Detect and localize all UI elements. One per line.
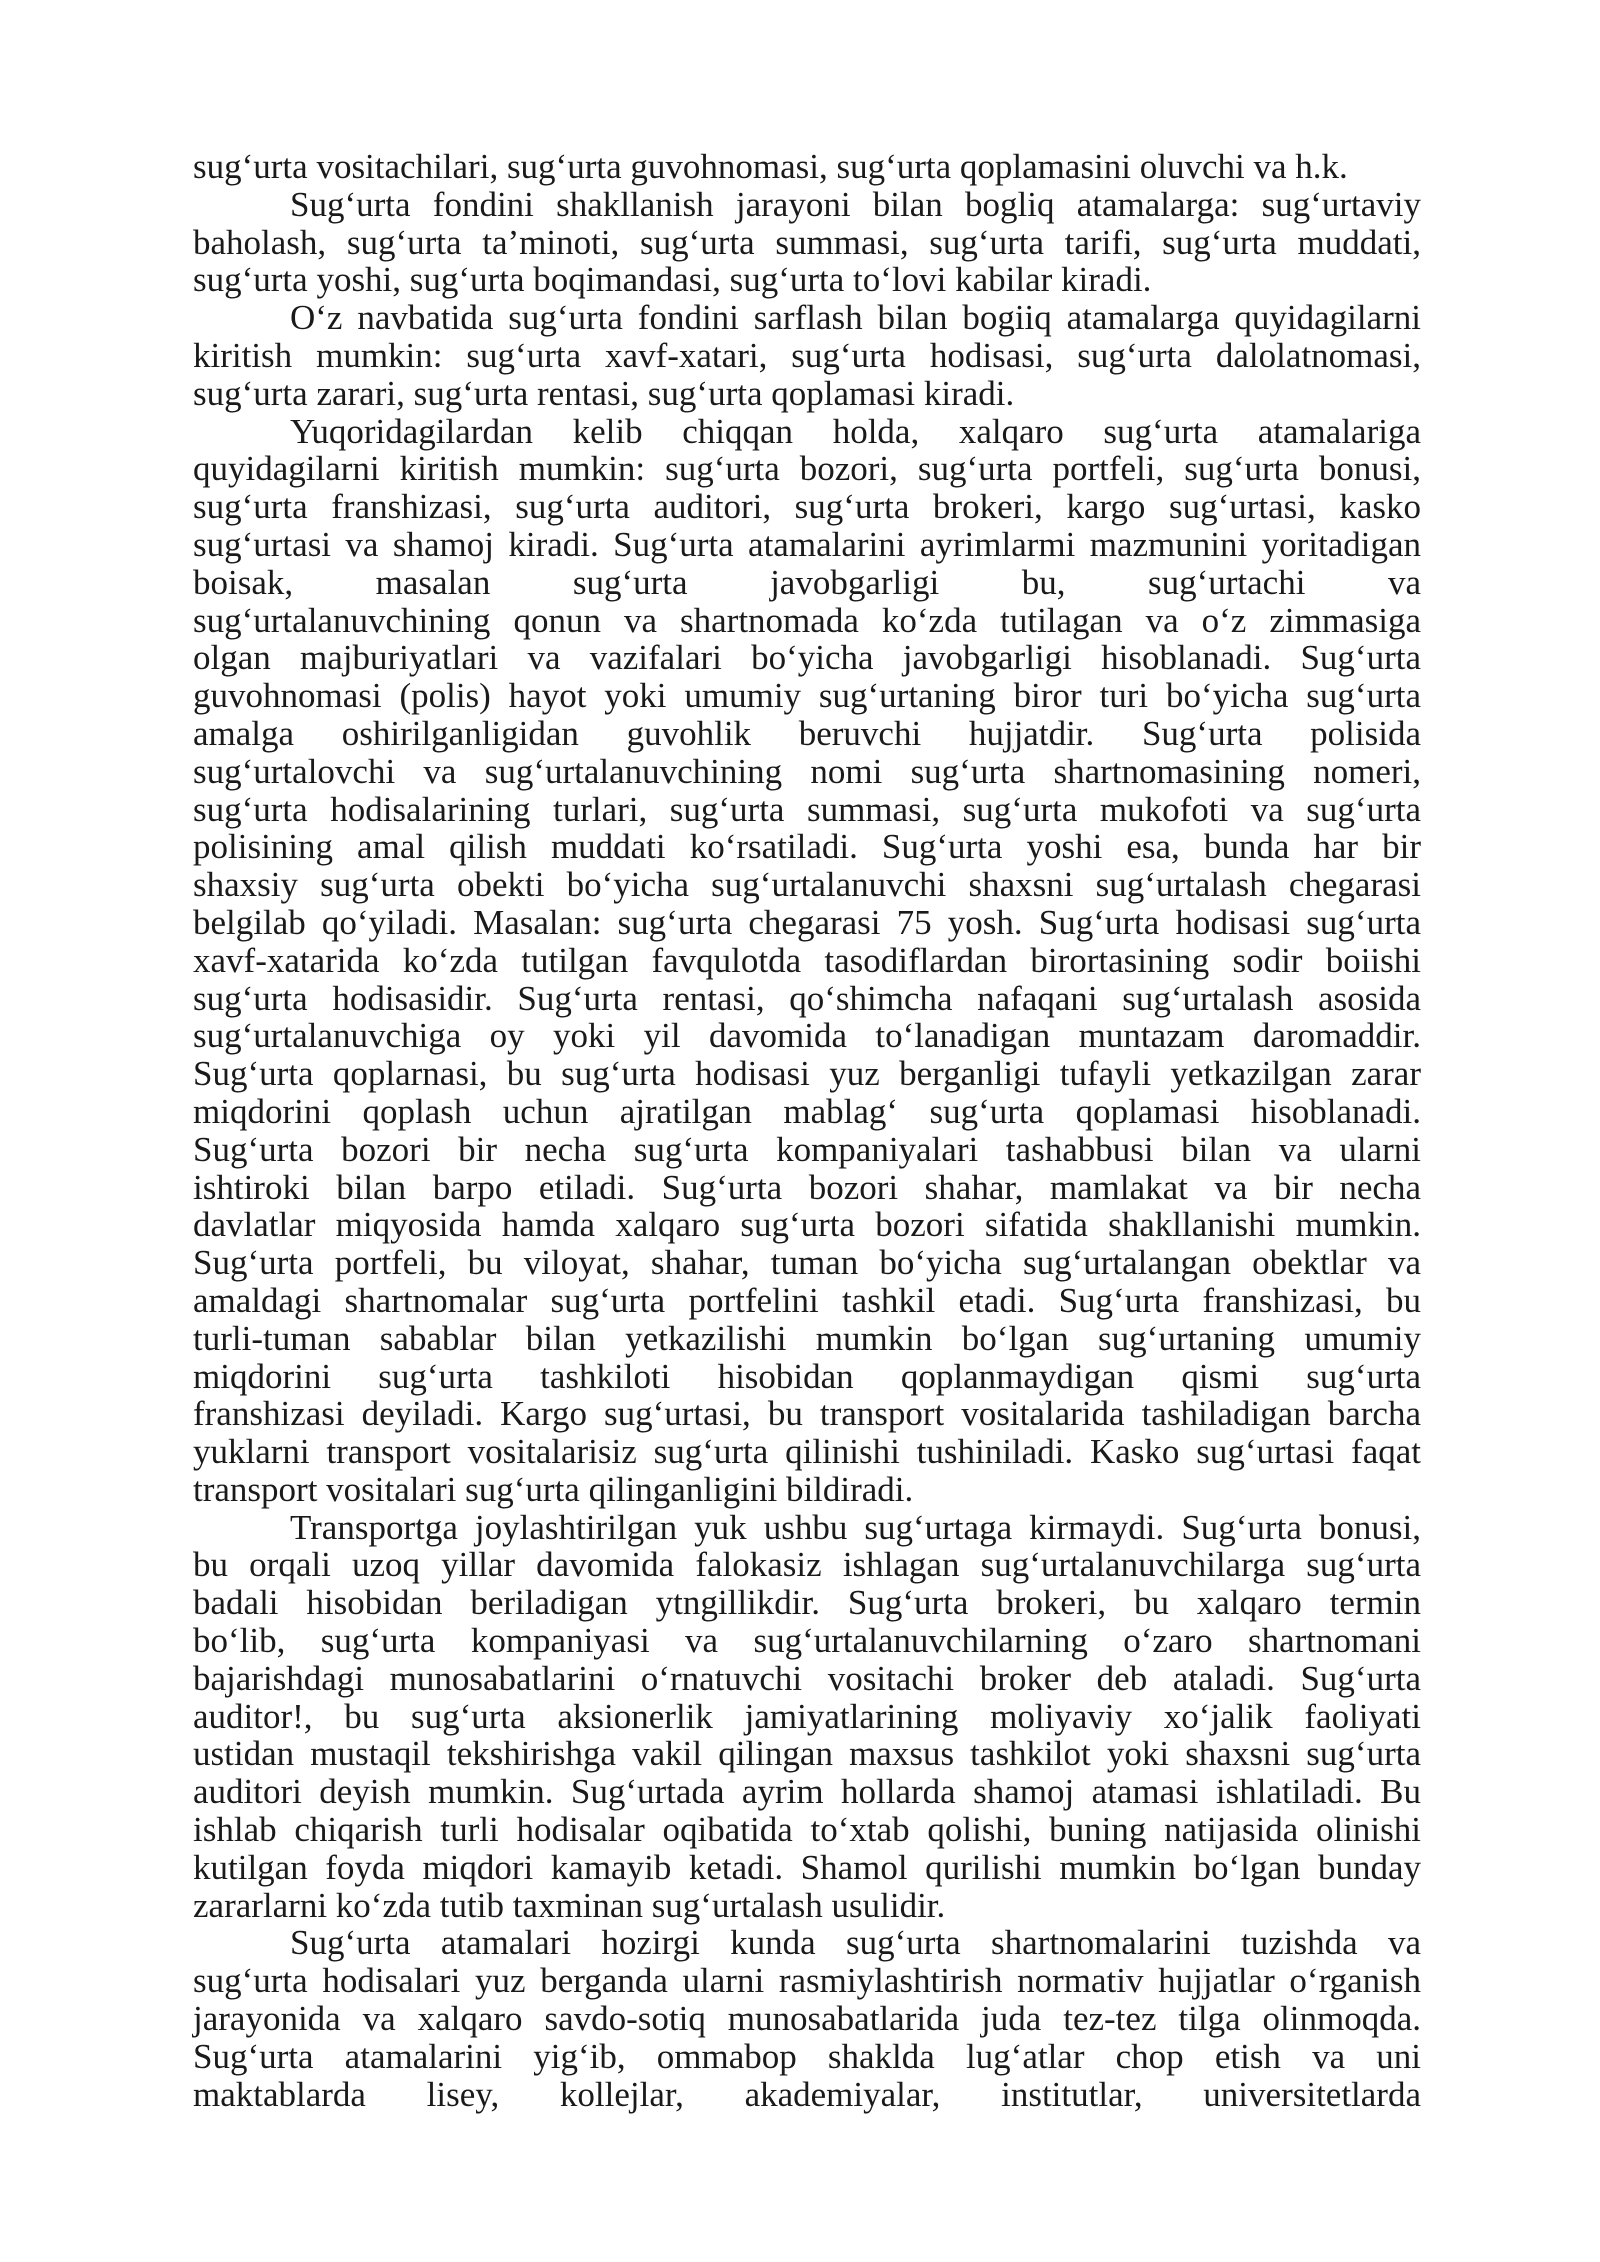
paragraph xyxy=(193,413,1421,1509)
text-line: amaldagi shartnomalar sug‘urta portfelini tashkil etadi. Sug‘urta franshizasi, bu xyxy=(193,1280,1421,1320)
text-line: sug‘urta zarari, sug‘urta rentasi, sug‘urta qoplamasi kiradi. xyxy=(193,373,1015,413)
paragraph xyxy=(193,1509,1421,1925)
paragraph xyxy=(193,148,1421,186)
text-line: bo‘lib, sug‘urta kompaniyasi va sug‘urtalanuvchilarning o‘zaro shartnomani xyxy=(193,1621,1421,1661)
text-line: ishlab chiqarish turli hodisalar oqibatida to‘xtab qolishi, buning natijasida olinishi xyxy=(193,1810,1421,1850)
text-line: belgilab qo‘yiladi. Masalan: sug‘urta chegarasi 75 yosh. Sug‘urta hodisasi sug‘urta xyxy=(193,902,1421,942)
text-line: sug‘urtalanuvchining qonun va shartnomada ko‘zda tutilagan va o‘z zimmasiga xyxy=(193,600,1421,640)
text-line: Sug‘urta atamalari hozirgi kunda sug‘urta shartnomalarini tuzishda va xyxy=(290,1923,1421,1963)
text-line: davlatlar miqyosida hamda xalqaro sug‘urta bozori sifatida shakllanishi mumkin. xyxy=(193,1205,1421,1245)
text-line: yuklarni transport vositalarisiz sug‘urta qilinishi tushiniladi. Kasko sug‘urtasi faqat xyxy=(193,1432,1421,1472)
text-line: badali hisobidan beriladigan ytngillikdir. Sug‘urta brokeri, bu xalqaro termin xyxy=(193,1583,1421,1623)
text-line: jarayonida va xalqaro savdo-sotiq munosabatlarida juda tez-tez tilga olinmoqda. xyxy=(193,1999,1421,2039)
text-line: miqdorini qoplash uchun ajratilgan mablag‘ sug‘urta qoplamasi hisoblanadi. xyxy=(193,1091,1421,1131)
text-line: boisak, masalan sug‘urta javobgarligi bu, sug‘urtachi va xyxy=(193,562,1421,602)
text-line: bu orqali uzoq yillar davomida falokasiz ishlagan sug‘urtalanuvchilarga sug‘urta xyxy=(193,1545,1421,1585)
text-line: sug‘urtalovchi va sug‘urtalanuvchining nomi sug‘urta shartnomasining nomeri, xyxy=(193,751,1421,791)
text-line: xavf-xatarida ko‘zda tutilgan favqulotda tasodiflardan birortasining sodir boiishi xyxy=(193,940,1421,980)
text-line: kiritish mumkin: sug‘urta xavf-xatari, sug‘urta hodisasi, sug‘urta dalolatnomasi, xyxy=(193,335,1421,375)
paragraph xyxy=(193,1924,1421,2113)
text-line: Sug‘urta bozori bir necha sug‘urta kompaniyalari tashabbusi bilan va ularni xyxy=(193,1129,1421,1169)
text-line: Yuqoridagilardan kelib chiqqan holda, xalqaro sug‘urta atamalariga xyxy=(290,411,1421,451)
text-line: quyidagilarni kiritish mumkin: sug‘urta bozori, sug‘urta portfeli, sug‘urta bonusi, xyxy=(193,449,1421,489)
text-line: sug‘urta vositachilari, sug‘urta guvohnomasi, sug‘urta qoplamasini oluvchi va h.k. xyxy=(193,147,1348,186)
text-line: sug‘urtalanuvchiga oy yoki yil davomida to‘lanadigan muntazam daromaddir. xyxy=(193,1016,1421,1056)
text-line: transport vositalari sug‘urta qilinganligini bildiradi. xyxy=(193,1469,914,1509)
text-line: O‘z navbatida sug‘urta fondini sarflash bilan bogiiq atamalarga quyidagilarni xyxy=(290,298,1421,338)
text-line: auditor!, bu sug‘urta aksionerlik jamiyatlarining moliyaviy xo‘jalik faoliyati xyxy=(193,1696,1421,1736)
text-line: sug‘urta hodisasidir. Sug‘urta rentasi, qo‘shimcha nafaqani sug‘urtalash asosida xyxy=(193,978,1421,1018)
text-line: kutilgan foyda miqdori kamayib ketadi. Shamol qurilishi mumkin bo‘lgan bunday xyxy=(193,1847,1421,1887)
text-line: sug‘urta hodisalarining turlari, sug‘urta summasi, sug‘urta mukofoti va sug‘urta xyxy=(193,789,1421,829)
text-line: Sug‘urta portfeli, bu viloyat, shahar, tuman bo‘yicha sug‘urtalangan obektlar va xyxy=(193,1243,1421,1283)
text-line: olgan majburiyatlari va vazifalari bo‘yicha javobgarligi hisoblanadi. Sug‘urta xyxy=(193,638,1421,678)
text-line: miqdorini sug‘urta tashkiloti hisobidan qoplanmaydigan qismi sug‘urta xyxy=(193,1356,1421,1396)
text-line: sug‘urta yoshi, sug‘urta boqimandasi, sug‘urta to‘lovi kabilar kiradi. xyxy=(193,260,1152,300)
text-line: baholash, sug‘urta ta’minoti, sug‘urta summasi, sug‘urta tarifi, sug‘urta muddati, xyxy=(193,222,1421,262)
text-line: franshizasi deyiladi. Kargo sug‘urtasi, bu transport vositalarida tashiladigan barcha xyxy=(193,1394,1421,1434)
text-line: Sug‘urta fondini shakllanish jarayoni bilan bogliq atamalarga: sug‘urtaviy xyxy=(290,184,1421,224)
document-page xyxy=(193,148,1421,2113)
paragraph xyxy=(193,186,1421,299)
text-line: zararlarni ko‘zda tutib taxminan sug‘urtalash usulidir. xyxy=(193,1885,946,1925)
text-line: ustidan mustaqil tekshirishga vakil qilingan maxsus tashkilot yoki shaxsni sug‘urta xyxy=(193,1734,1421,1774)
text-line: Sug‘urta qoplarnasi, bu sug‘urta hodisasi yuz berganligi tufayli yetkazilgan zarar xyxy=(193,1054,1421,1094)
text-line: amalga oshirilganligidan guvohlik beruvchi hujjatdir. Sug‘urta polisida xyxy=(193,713,1421,753)
text-line: shaxsiy sug‘urta obekti bo‘yicha sug‘urtalanuvchi shaxsni sug‘urtalash chegarasi xyxy=(193,865,1421,905)
text-line: Transportga joylashtirilgan yuk ushbu sug‘urtaga kirmaydi. Sug‘urta bonusi, xyxy=(290,1507,1421,1547)
text-line: sug‘urta hodisalari yuz berganda ularni rasmiylashtirish normativ hujjatlar o‘rganish xyxy=(193,1961,1421,2001)
text-line: maktablarda lisey, kollejlar, akademiyalar, institutlar, universitetlarda xyxy=(193,2074,1421,2114)
text-line: sug‘urta franshizasi, sug‘urta auditori, sug‘urta brokeri, kargo sug‘urtasi, kasko xyxy=(193,487,1421,527)
text-line: bajarishdagi munosabatlarini o‘rnatuvchi vositachi broker deb ataladi. Sug‘urta xyxy=(193,1658,1421,1698)
text-line: guvohnomasi (polis) hayot yoki umumiy sug‘urtaning biror turi bo‘yicha sug‘urta xyxy=(193,676,1421,716)
text-line: turli-tuman sabablar bilan yetkazilishi mumkin bo‘lgan sug‘urtaning umumiy xyxy=(193,1318,1421,1358)
text-line: auditori deyish mumkin. Sug‘urtada ayrim hollarda shamoj atamasi ishlatiladi. Bu xyxy=(193,1772,1421,1812)
text-line: ishtiroki bilan barpo etiladi. Sug‘urta bozori shahar, mamlakat va bir necha xyxy=(193,1167,1421,1207)
text-line: Sug‘urta atamalarini yig‘ib, ommabop shaklda lug‘atlar chop etish va uni xyxy=(193,2036,1421,2076)
text-line: sug‘urtasi va shamoj kiradi. Sug‘urta atamalarini ayrimlarmi mazmunini yoritadigan xyxy=(193,524,1421,564)
text-line: polisining amal qilish muddati ko‘rsatiladi. Sug‘urta yoshi esa, bunda har bir xyxy=(193,827,1421,867)
paragraph xyxy=(193,299,1421,412)
